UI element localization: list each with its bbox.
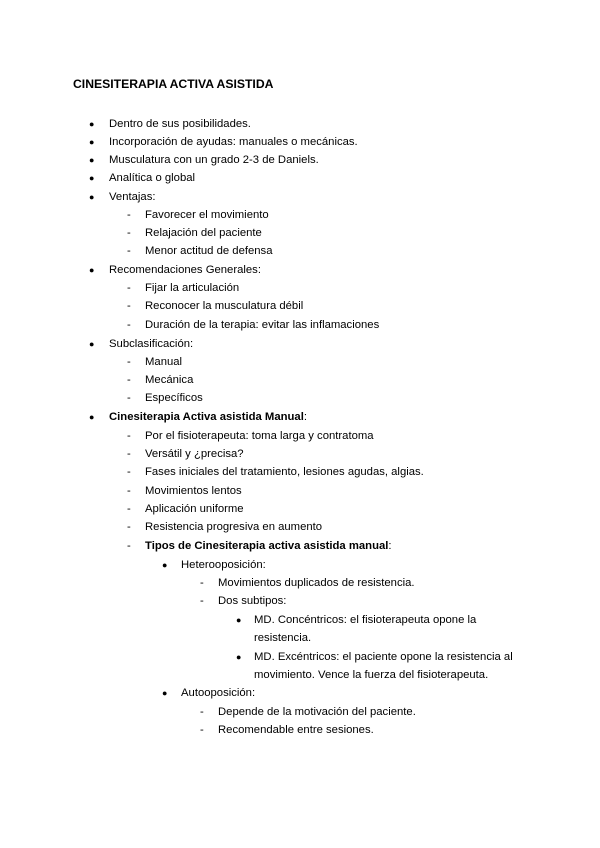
tipos-heading: Tipos de Cinesiterapia activa asistida manual xyxy=(145,540,389,552)
dash-marker: - xyxy=(127,392,131,404)
dash-marker: - xyxy=(127,485,131,497)
level4-list-item-text: Recomendable entre sesiones. xyxy=(218,724,374,736)
level5-list-item-text: movimiento. Vence la fuerza del fisioterapeuta. xyxy=(254,669,489,681)
sub-sub-list-item-text: Heterooposición: xyxy=(181,559,266,571)
dash-marker: - xyxy=(127,356,131,368)
sub-list-item-text: Por el fisioterapeuta: toma larga y contratoma xyxy=(145,430,374,442)
heading-colon: : xyxy=(388,540,392,552)
list-item-text: Dentro de sus posibilidades. xyxy=(109,118,251,130)
sub-list-item-text xyxy=(145,539,392,553)
sub-list-item-text: Fijar la articulación xyxy=(145,282,240,294)
dash-marker: - xyxy=(200,577,204,589)
dash-marker: - xyxy=(127,430,131,442)
sub-sub-list-item-text: Autooposición: xyxy=(181,687,256,699)
sub-list-item-text: Movimientos lentos xyxy=(145,485,242,497)
dash-marker: - xyxy=(127,245,131,257)
bullet-marker: ● xyxy=(89,137,95,147)
bullet-marker: ● xyxy=(89,339,95,349)
bullet-marker: ● xyxy=(236,615,242,625)
sub-list-item-text: Resistencia progresiva en aumento xyxy=(145,521,323,533)
page-title: CINESITERAPIA ACTIVA ASISTIDA xyxy=(73,77,274,91)
bullet-marker: ● xyxy=(162,688,168,698)
level5-list-item-text: MD. Excéntricos: el paciente opone la resistencia al xyxy=(254,651,513,663)
sub-list-item-text: Aplicación uniforme xyxy=(145,503,244,515)
list-item-text: Subclasificación: xyxy=(109,338,194,350)
bullet-marker: ● xyxy=(89,119,95,129)
sub-list-item-text: Específicos xyxy=(145,392,203,404)
dash-marker: - xyxy=(127,319,131,331)
dash-marker: - xyxy=(127,300,131,312)
bullet-marker: ● xyxy=(162,560,168,570)
sub-list-item-text: Manual xyxy=(145,356,183,368)
list-item-text: Ventajas: xyxy=(109,191,156,203)
list-item-text: Musculatura con un grado 2-3 de Daniels. xyxy=(109,154,319,166)
sub-list-item-text: Relajación del paciente xyxy=(145,227,262,239)
dash-marker: - xyxy=(127,282,131,294)
bullet-marker: ● xyxy=(89,173,95,183)
list-item-text xyxy=(109,410,307,424)
sub-list-item-text: Reconocer la musculatura débil xyxy=(145,300,304,312)
dash-marker: - xyxy=(200,706,204,718)
level5-list-item-text: resistencia. xyxy=(254,632,312,644)
dash-marker: - xyxy=(127,466,131,478)
sub-list-item-text: Mecánica xyxy=(145,374,194,386)
list-item-text: Analítica o global xyxy=(109,172,196,184)
sub-list-item-text: Menor actitud de defensa xyxy=(145,245,273,257)
dash-marker: - xyxy=(127,503,131,515)
list-item-text: Recomendaciones Generales: xyxy=(109,264,261,276)
dash-marker: - xyxy=(127,227,131,239)
list-item-text: Incorporación de ayudas: manuales o mecánicas. xyxy=(109,136,358,148)
level4-list-item-text: Movimientos duplicados de resistencia. xyxy=(218,577,415,589)
bullet-marker: ● xyxy=(89,265,95,275)
sub-list-item-text: Versátil y ¿precisa? xyxy=(145,448,244,460)
manual-heading: Cinesiterapia Activa asistida Manual xyxy=(109,411,304,423)
bullet-marker: ● xyxy=(89,412,95,422)
bullet-marker: ● xyxy=(89,192,95,202)
bullet-marker: ● xyxy=(236,652,242,662)
level4-list-item-text: Depende de la motivación del paciente. xyxy=(218,706,416,718)
sub-list-item-text: Duración de la terapia: evitar las inflamaciones xyxy=(145,319,380,331)
dash-marker: - xyxy=(127,209,131,221)
sub-list-item-text: Favorecer el movimiento xyxy=(145,209,269,221)
dash-marker: - xyxy=(127,448,131,460)
level5-list-item-text: MD. Concéntricos: el fisioterapeuta opone la xyxy=(254,614,477,626)
dash-marker: - xyxy=(127,374,131,386)
sub-list-item-text: Fases iniciales del tratamiento, lesiones agudas, algias. xyxy=(145,466,424,478)
dash-marker: - xyxy=(127,521,131,533)
dash-marker: - xyxy=(127,540,131,552)
bullet-marker: ● xyxy=(89,155,95,165)
dash-marker: - xyxy=(200,595,204,607)
level4-list-item-text: Dos subtipos: xyxy=(218,595,287,607)
dash-marker: - xyxy=(200,724,204,736)
heading-colon: : xyxy=(303,411,307,423)
